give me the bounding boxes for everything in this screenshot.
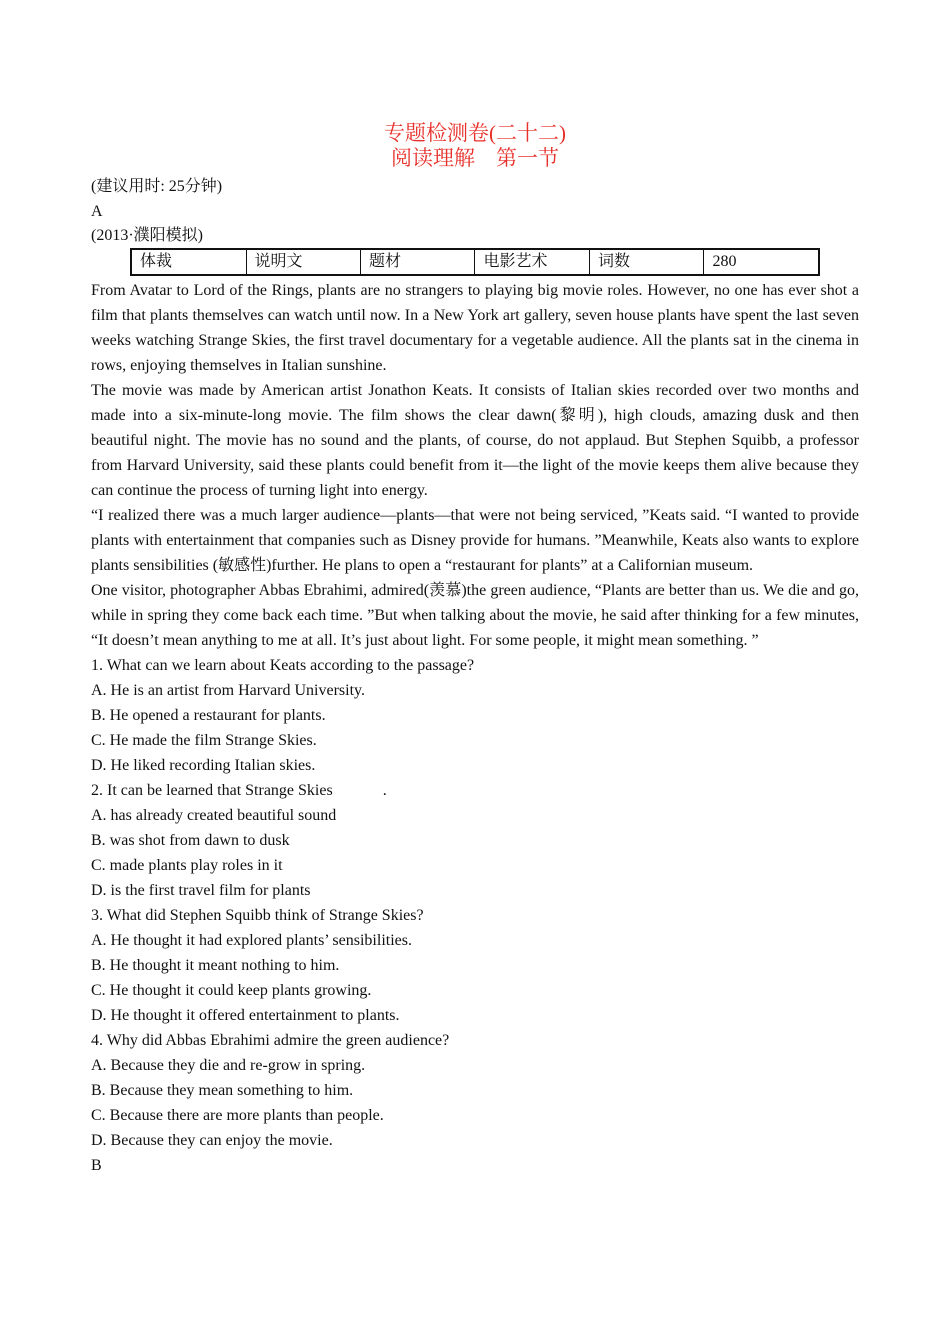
section-label-a: A [91, 203, 103, 220]
answer-option: C. made plants play roles in it [91, 857, 283, 874]
answer-option: C. He thought it could keep plants growing. [91, 982, 372, 999]
genre-value: 说明文 [246, 249, 360, 275]
question-stem: 3. What did Stephen Squibb think of Strange Skies? [91, 907, 424, 924]
answer-option: A. He thought it had explored plants’ sensibilities. [91, 932, 412, 949]
answer-option: B. He thought it meant nothing to him. [91, 957, 340, 974]
source-note: (2013·濮阳模拟) [91, 227, 203, 244]
info-table [130, 248, 820, 276]
word-count-value: 280 [704, 249, 819, 275]
answer-option: D. He thought it offered entertainment to plants. [91, 1007, 400, 1024]
passage-paragraph: One visitor, photographer Abbas Ebrahimi, admired(羡慕)the green audience, “Plants are better than us. We die and go, while in spring they come back each time. ”But when talking about the movie, he said after thinking for a few minutes, “It doesn’t mean anything to me at all. It’s just about light. For some people, it might mean something. ” [91, 582, 859, 649]
page-title: 专题检测卷(二十二) [384, 121, 566, 145]
topic-value: 电影艺术 [475, 249, 589, 275]
answer-option: A. Because they die and re-grow in spring. [91, 1057, 366, 1074]
answer-option: D. Because they can enjoy the movie. [91, 1132, 333, 1149]
answer-option: C. Because there are more plants than people. [91, 1107, 384, 1124]
question-stem: 2. It can be learned that Strange Skies . [91, 782, 387, 799]
topic-label: 题材 [360, 249, 474, 275]
section-label-b: B [91, 1157, 102, 1174]
answer-option: B. He opened a restaurant for plants. [91, 707, 326, 724]
answer-option: D. He liked recording Italian skies. [91, 757, 316, 774]
page-subtitle: 阅读理解 第一节 [391, 146, 559, 170]
question-stem: 1. What can we learn about Keats according to the passage? [91, 657, 475, 674]
word-count-label: 词数 [589, 249, 703, 275]
answer-option: C. He made the film Strange Skies. [91, 732, 317, 749]
answer-option: B. Because they mean something to him. [91, 1082, 354, 1099]
passage-paragraph: “I realized there was a much larger audience—plants—that were not being serviced, ”Keats said. “I wanted to provide plants with entertainment that companies such as Disney provide for humans. ”Meanwhile, Keats also wants to explore plants sensibilities (敏感性)further. He plans to open a “restaurant for plants” at a Californian museum. [91, 507, 859, 574]
document-body [91, 278, 859, 1178]
passage-paragraph: From Avatar to Lord of the Rings, plants are no strangers to playing big movie roles. However, no one has ever shot a film that plants themselves can watch until now. In a New York art gallery, seven house plants have spent the last seven weeks watching Strange Skies, the first travel documentary for a vegetable audience. All the plants sat in the cinema in rows, enjoying themselves in Italian sunshine. [91, 282, 859, 374]
answer-option: A. has already created beautiful sound [91, 807, 337, 824]
answer-option: B. was shot from dawn to dusk [91, 832, 290, 849]
answer-option: D. is the first travel film for plants [91, 882, 311, 899]
answer-option: A. He is an artist from Harvard University. [91, 682, 365, 699]
time-hint: (建议用时: 25分钟) [91, 178, 223, 195]
genre-label: 体裁 [131, 249, 246, 275]
passage-paragraph: The movie was made by American artist Jonathon Keats. It consists of Italian skies recorded over two months and made into a six-minute-long movie. The film shows the clear dawn(黎明), high clouds, amazing dusk and then beautiful night. The movie has no sound and the plants, of course, do not applaud. But Stephen Squibb, a professor from Harvard University, said these plants could benefit from it—the light of the movie keeps them alive because they can continue the process of turning light into energy. [91, 382, 859, 499]
question-stem: 4. Why did Abbas Ebrahimi admire the green audience? [91, 1032, 450, 1049]
